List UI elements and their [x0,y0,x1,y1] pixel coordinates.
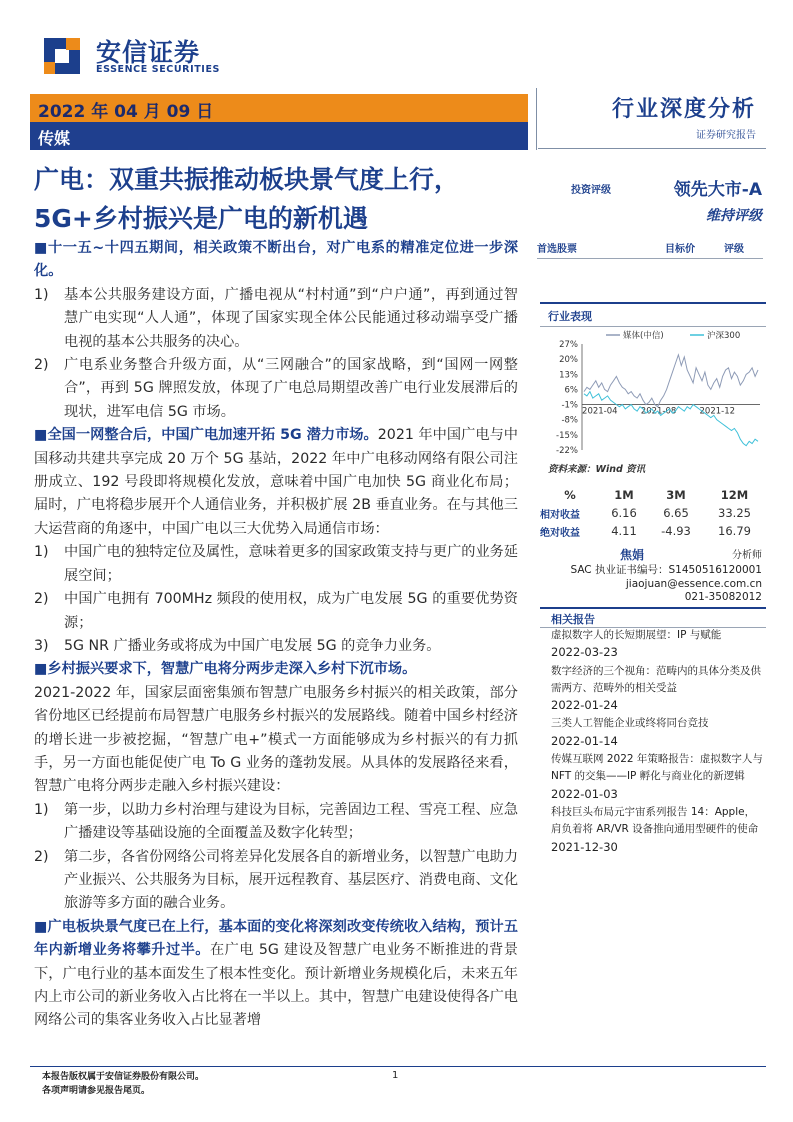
report-title-line2: 5G+乡村振兴是广电的新机遇 [34,204,368,233]
y-tick-label: -22% [556,446,578,456]
perf-row-label: 相对收益 [540,509,580,521]
y-tick-label: 13% [559,370,578,381]
list-item: 1) 第一步，以助力乡村治理与建设为目标，完善固边工程、雪亮工程、应急广播建设等基础设施的全面覆盖及数字化转型； [34,801,519,842]
perf-cell: -4.93 [661,524,691,538]
x-tick-label: 2021-08 [640,406,677,417]
header-divider [536,88,537,150]
stock-rule [537,258,763,259]
y-tick-label: 27% [559,340,578,350]
perf-table-header [540,486,765,504]
perf-row-label: 绝对收益 [540,527,580,539]
analyst-block [540,549,762,605]
stock-header-col1: 首选股票 [537,244,577,255]
company-logo-icon [42,36,82,76]
chart-source: 资料来源：Wind 资讯 [548,464,646,475]
list-item: 1) 中国广电的独特定位及属性，意味着更多的国家政策支持与更广的业务延展空间； [34,544,519,584]
perf-cell: 4.11 [611,524,637,538]
y-tick-label: -8% [561,415,578,426]
perf-cell: 6.16 [611,506,637,520]
company-name-cn: 安信证券 [96,38,201,67]
perf-cell: 33.25 [718,506,751,520]
sector-label: 传媒 [38,129,71,148]
related-report-item[interactable]: 数字经济的三个视角：范畴内的具体分类及供需两方、范畴外的相关受益 2022-01-24 [551,664,761,713]
section-4-paragraph: ■广电板块景气度已在上行，基本面的变化将深刻改变传统收入结构，预计五年内新增业务将攀升过半。在广电 5G 建设及智慧广电业务不断推进的背景下，广电行业的基本面发生了根本性变化。预计新增业务规模化后，未来五年内上市公司的新业务收入占比将在一半以上。其中，智慧广电建设使得各广电网络公司的集客业务收入占比显著增 [34,918,518,1029]
related-report-item[interactable]: 科技巨头布局元宇宙系列报告 14：Apple，肩负着将 AR/VR 设备推向通用型硬件的使命 2021-12-30 [551,805,759,854]
performance-table [540,486,765,540]
list-item: 1) 基本公共服务建设方面，广播电视从“村村通”到“户户通”，再到通过智慧广电实现“人人通”，体现了国家实现全体公民能通过移动端享受广播电视的基本公共服务的决心。 [34,286,518,350]
page-number: 1 [392,1070,399,1081]
industry-performance-chart [540,328,765,456]
analyst-email[interactable]: jiaojuan@essence.com.cn [625,577,762,590]
x-tick-label: 2021-04 [582,406,618,417]
list-item: 2) 中国广电拥有 700MHz 频段的使用权，成为广电发展 5G 的重要优势资源； [34,591,518,631]
report-subtype: 证券研究报告 [696,130,756,141]
related-report-item[interactable]: 虚拟数字人的长短期展望：IP 与赋能 2022-03-23 [551,629,722,660]
stock-header-col2: 目标价 [665,244,695,255]
y-tick-label: 6% [564,385,578,396]
legend-label: 沪深300 [707,331,741,341]
series-line-2 [584,392,758,446]
perf-col-unit: % [564,488,576,502]
x-tick-label: 2021-12 [699,406,736,417]
company-name-en: ESSENCE SECURITIES [96,64,220,75]
perf-rule-mid [540,326,766,327]
footer-rule [30,1066,766,1067]
related-reports-list [551,627,765,857]
section-2-paragraph: ■全国一网整合后，中国广电加速开拓 5G 潜力市场。2021 年中国广电与中国移动共建共享完成 20 万个 5G 基站，2022 年中广电移动网络有限公司注册成立、192 号段即将规模化发放，意味着中国广电加快 5G 商业化布局；届时，广电将稳步展开个人通信业务，并积极扩展 2B 垂直业务。在与其他三大运营商的角逐中，中国广电以三大优势入局通信市场： [34,427,518,537]
rating-label: 投资评级 [571,185,611,196]
list-item: 2) 广电系业务整合升级方面，从“三网融合”的国家战略，到“国网一网整合”，再到 5G 牌照发放，体现了广电总局期望改善广电行业发展滞后的现状，进军电信 5G 市场。 [34,357,518,420]
perf-col-12m: 12M [720,488,749,502]
analyst-sac: SAC 执业证书编号：S1450516120001 [570,564,762,576]
section-3-paragraph: ■乡村振兴要求下，智慧广电将分两步走深入乡村下沉市场。 2021-2022 年，国家层面密集颁布智慧广电服务乡村振兴的相关政策，部分省份地区已经提前布局智慧广电服务乡村振兴的发展路线。随着中国乡村经济的增长进一步被挖掘，“智慧广电+”模式一方面能够成为乡村振兴的有力抓手，另一方面也能促使广电 To G 业务的蓬勃发展。从具体的发展路径来看，智慧广电将分两步走融入乡村振兴建设： [34,661,518,795]
report-type: 行业深度分析 [611,97,756,122]
analyst-role: 分析师 [732,550,762,561]
header-rule [538,148,766,149]
footer-disclaimer [42,1070,204,1098]
analyst-phone: 021-35082012 [684,591,762,603]
perf-cell: 16.79 [718,524,751,538]
report-title-line1: 广电：双重共振推动板块景气度上行， [34,165,460,194]
y-tick-label: -1% [561,400,578,411]
report-date: 2022 年 04 月 09 日 [38,102,214,122]
y-tick-label: 20% [559,355,578,366]
perf-col-3m: 3M [666,488,686,502]
related-rule-top [540,607,766,609]
main-body [34,237,518,1033]
perf-rule-top [540,302,766,304]
rating-value: 领先大市-A [673,180,762,200]
y-tick-label: -15% [556,430,578,441]
footer-line-1: 本报告版权属于安信证券股份有限公司。 [42,1072,205,1082]
analyst-name: 焦娟 [620,548,645,562]
list-item: 2) 第二步，各省份网络公司将差异化发展各自的新增业务，以智慧广电助力产业振兴、公共服务为目标，展开远程教育、基层医疗、消费电商、文化旅游等多方面的融合业务。 [34,848,519,912]
related-report-item[interactable]: 传媒互联网 2022 年策略报告：虚拟数字人与 NFT 的交集——IP 孵化与商业化的新逻辑 2022-01-03 [551,753,763,801]
industry-perf-title: 行业表现 [548,310,592,323]
perf-row-absolute [540,522,765,540]
perf-cell: 6.65 [663,506,689,520]
section-1-heading: ■十一五~十四五期间，相关政策不断出台，对广电系的精准定位进一步深化。 [34,240,519,280]
legend-label: 媒体(中信) [623,331,664,341]
related-title: 相关报告 [551,613,595,626]
stock-header-col3: 评级 [724,244,744,255]
perf-row-relative [540,504,765,522]
related-report-item[interactable]: 三类人工智能企业或终将同台竞技 2022-01-14 [551,717,709,748]
rating-status: 维持评级 [706,208,762,224]
sector-bar [30,122,528,150]
list-item: 3) 5G NR 广播业务或将成为中国广电发展 5G 的竞争力业务。 [34,637,441,654]
perf-col-1m: 1M [614,488,634,502]
footer-line-2: 各项声明请参见报告尾页。 [42,1086,151,1096]
